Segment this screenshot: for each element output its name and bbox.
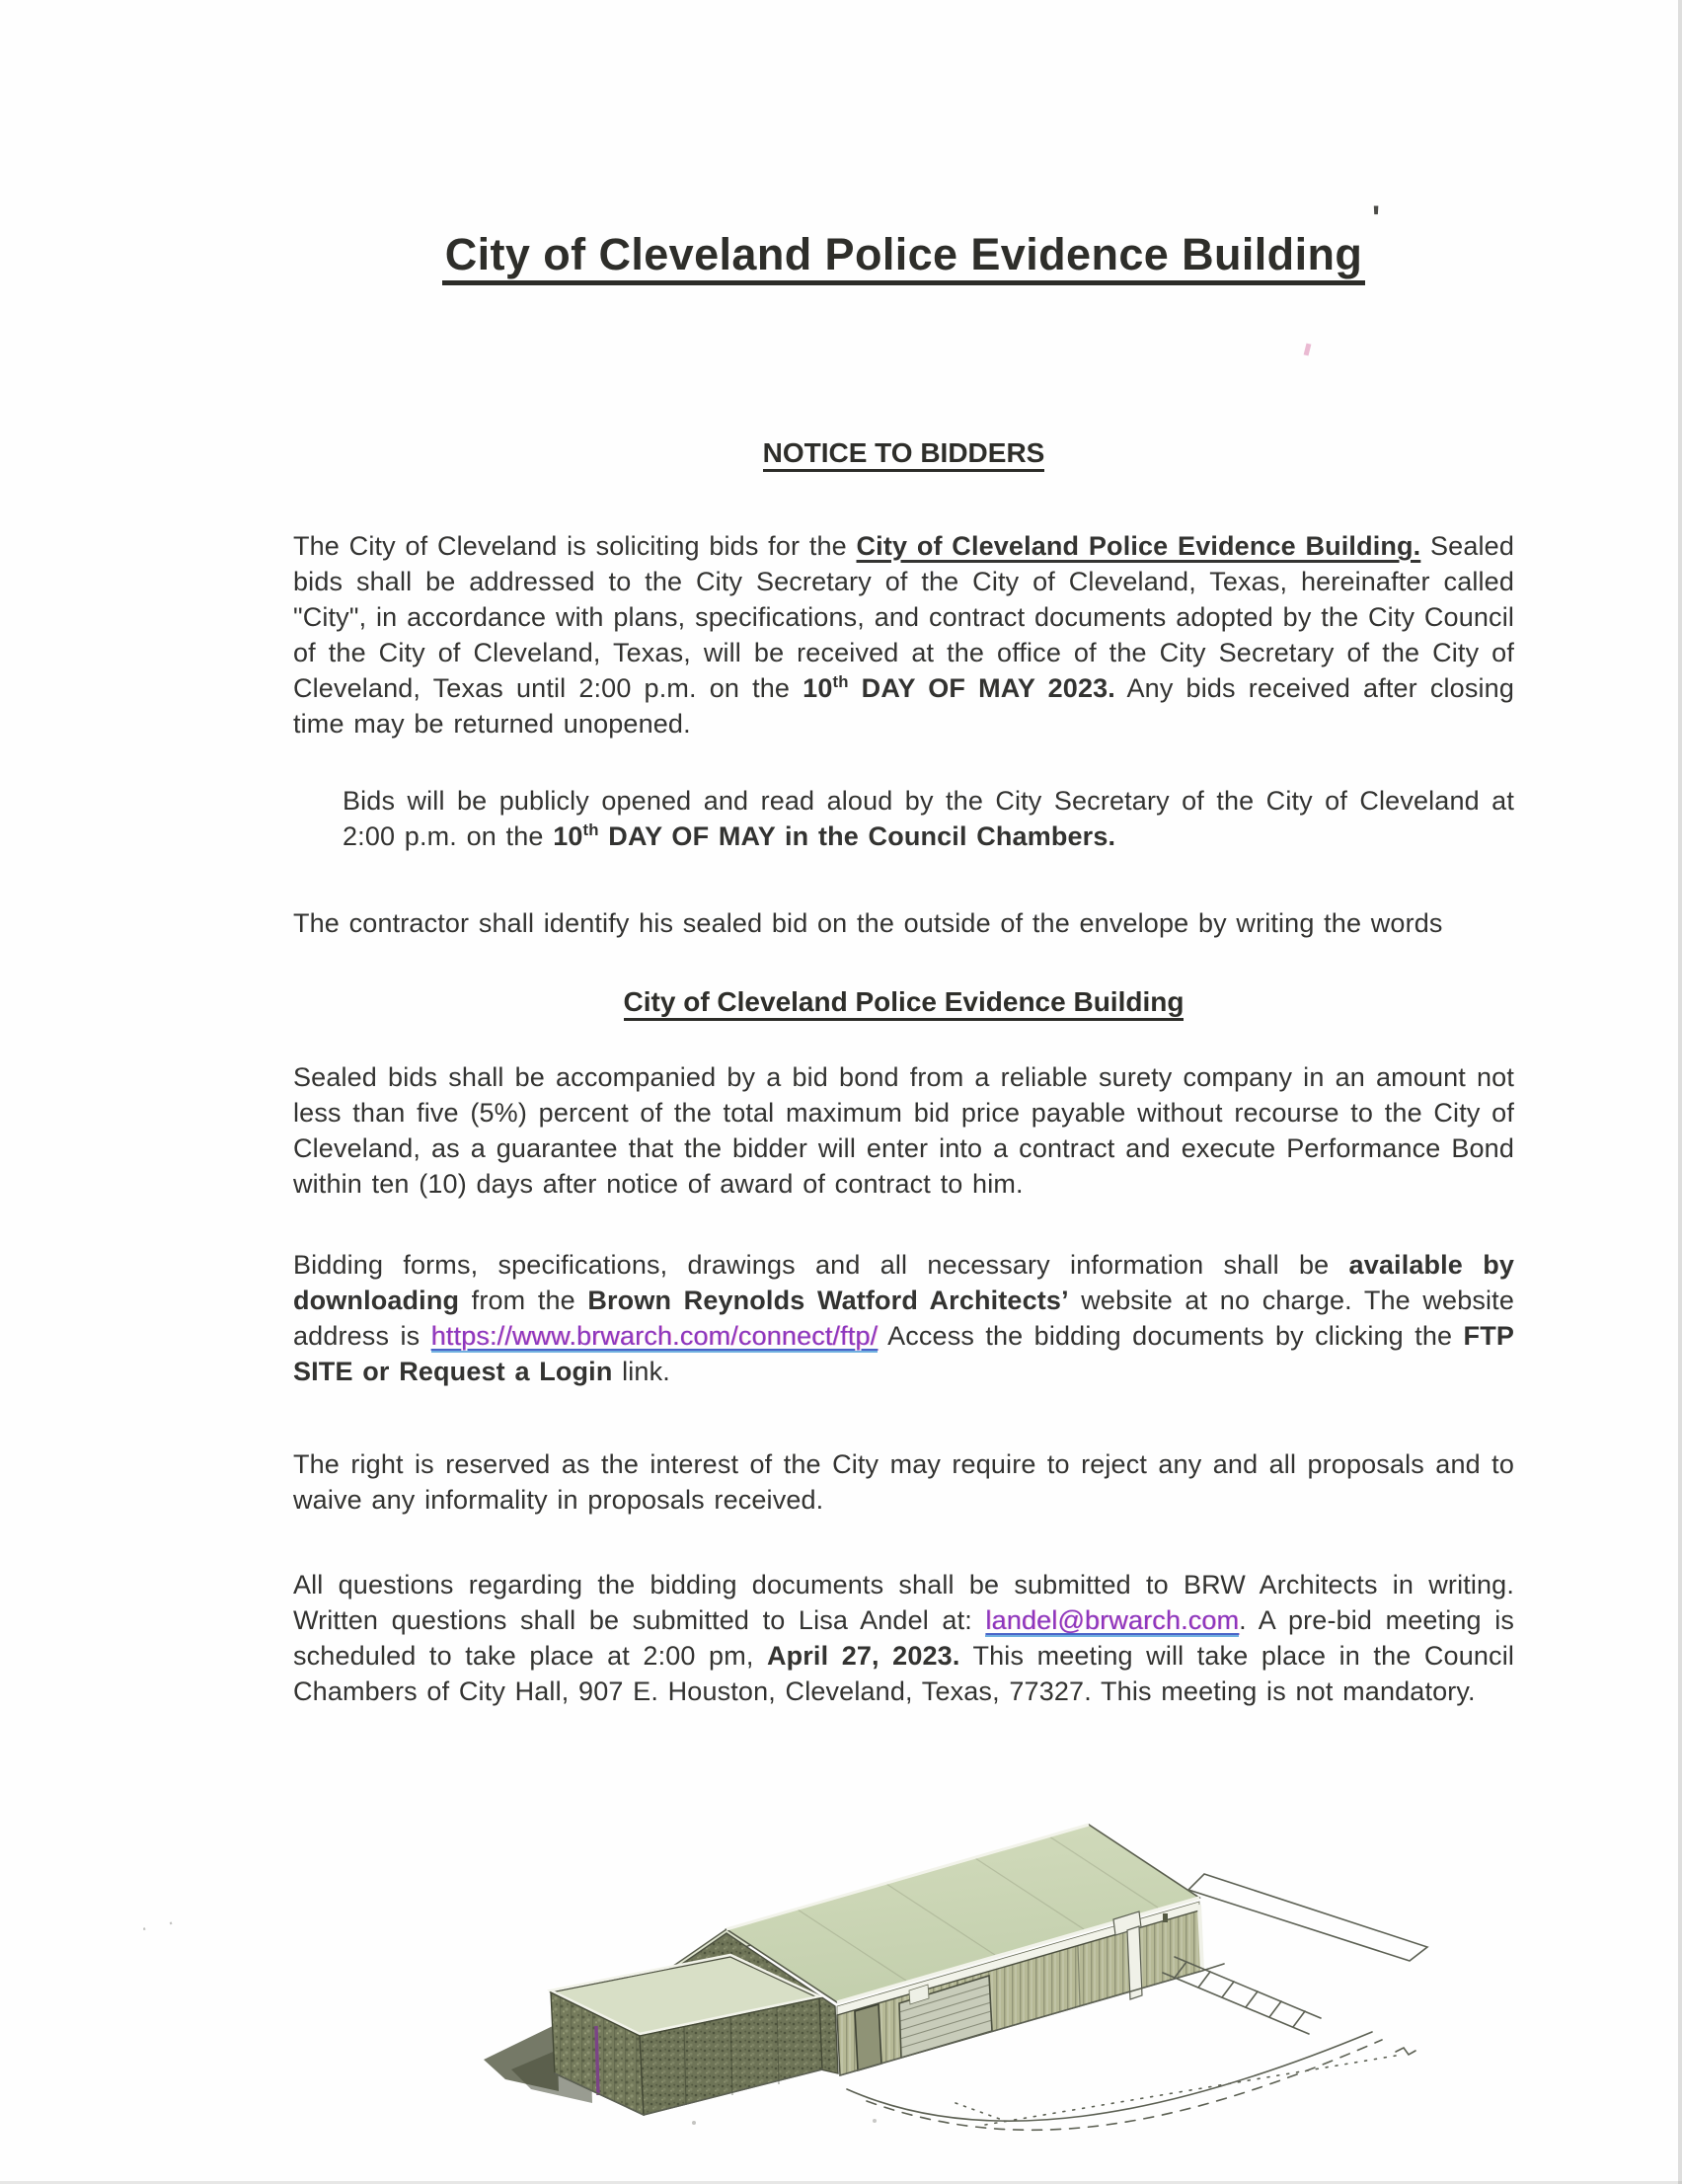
paragraph-questions-prebid <box>293 1567 1514 1709</box>
paragraph-bid-opening <box>343 783 1514 854</box>
text-segment: The contractor shall identify his sealed bid on the outside of the envelope by writing the words <box>293 908 1443 938</box>
page-title <box>293 227 1514 282</box>
text-segment: Bids will be publicly opened and read aloud by the City Secretary of the City of Cleveland at 2:00 p.m. on the <box>343 786 1514 851</box>
notice-heading <box>293 435 1514 471</box>
subject-heading <box>293 984 1514 1020</box>
text-segment: th <box>582 820 599 839</box>
text-segment: th <box>832 672 849 691</box>
paragraph-soliciting-bids <box>293 528 1514 741</box>
scan-artifact-margin-marks: · · <box>137 1907 184 1941</box>
text-segment: website at no charge. The website address is <box>293 1286 1514 1351</box>
text-segment: Sealed bids shall be addressed to the City Secretary of the City of Cleveland, Texas, hereinafter called "City", in accordance with plans, specifications, and contract documents adopted by the City Council of the City of Cleveland, Texas, will be received at the office of the City Secretary of the City of Cleveland, Texas until 2:00 p.m. on the <box>293 531 1514 703</box>
text-segment: 10 <box>803 673 833 703</box>
text-segment: available by downloading <box>293 1250 1515 1315</box>
document-body <box>293 0 1514 1709</box>
page-title-text: City of Cleveland Police Evidence Building <box>442 229 1366 285</box>
paragraph-bidding-forms <box>293 1247 1514 1389</box>
text-segment: The City of Cleveland is soliciting bids for the <box>293 531 857 561</box>
text-segment: . A pre-bid meeting is scheduled to take place at 2:00 pm, <box>293 1605 1514 1671</box>
text-segment: Brown Reynolds Watford Architects’ <box>587 1286 1069 1315</box>
text-segment: Any bids received after closing time may be returned unopened. <box>293 673 1514 739</box>
ftp-site-link[interactable]: https://www.brwarch.com/connect/ftp/ <box>430 1321 879 1351</box>
text-segment: This meeting will take place in the Council Chambers of City Hall, 907 E. Houston, Cleveland, Texas, 77327. This meeting is not mandatory. <box>293 1641 1514 1706</box>
notice-heading-text: NOTICE TO BIDDERS <box>763 437 1045 472</box>
text-segment: Sealed bids shall be accompanied by a bid bond from a reliable surety company in an amount not less than five (5%) percent of the total maximum bid price payable without recourse to the City of Cleveland, as a guarantee that the bidder will enter into a contract and execute Performance Bond within ten (10) days after notice of award of contract to him. <box>293 1062 1514 1199</box>
text-segment: 10 <box>553 821 583 851</box>
text-segment: FTP SITE or Request a Login <box>293 1321 1514 1386</box>
email-link[interactable]: landel@brwarch.com <box>985 1605 1240 1635</box>
text-segment: The right is reserved as the interest of the City may require to reject any and all proposals and to waive any informality in proposals received. <box>293 1449 1514 1515</box>
text-segment: All questions regarding the bidding documents shall be submitted to BRW Architects in writing. Written questions shall be submitted to Lisa Andel at: <box>293 1570 1514 1635</box>
text-segment: link. <box>612 1357 670 1386</box>
text-segment: City of Cleveland Police Evidence Building. <box>856 531 1421 561</box>
paragraph-bid-bond <box>293 1059 1514 1202</box>
text-segment: DAY OF MAY 2023. <box>848 673 1115 703</box>
subject-heading-text: City of Cleveland Police Evidence Building <box>624 986 1185 1021</box>
text-segment: April 27, 2023. <box>766 1641 960 1671</box>
text-segment: from the <box>459 1286 588 1315</box>
text-segment: Access the bidding documents by clicking the <box>878 1321 1464 1351</box>
text-segment: Bidding forms, specifications, drawings and all necessary information shall be <box>293 1250 1349 1280</box>
text-segment: DAY OF MAY in the Council Chambers. <box>598 821 1116 851</box>
scan-page-edge-right <box>1678 0 1682 2184</box>
building-illustration <box>472 1763 1459 2168</box>
paragraph-right-reserved <box>293 1446 1514 1518</box>
scan-artifact-apostrophe: ' <box>1372 199 1381 237</box>
paragraph-envelope-instruction <box>293 905 1514 941</box>
